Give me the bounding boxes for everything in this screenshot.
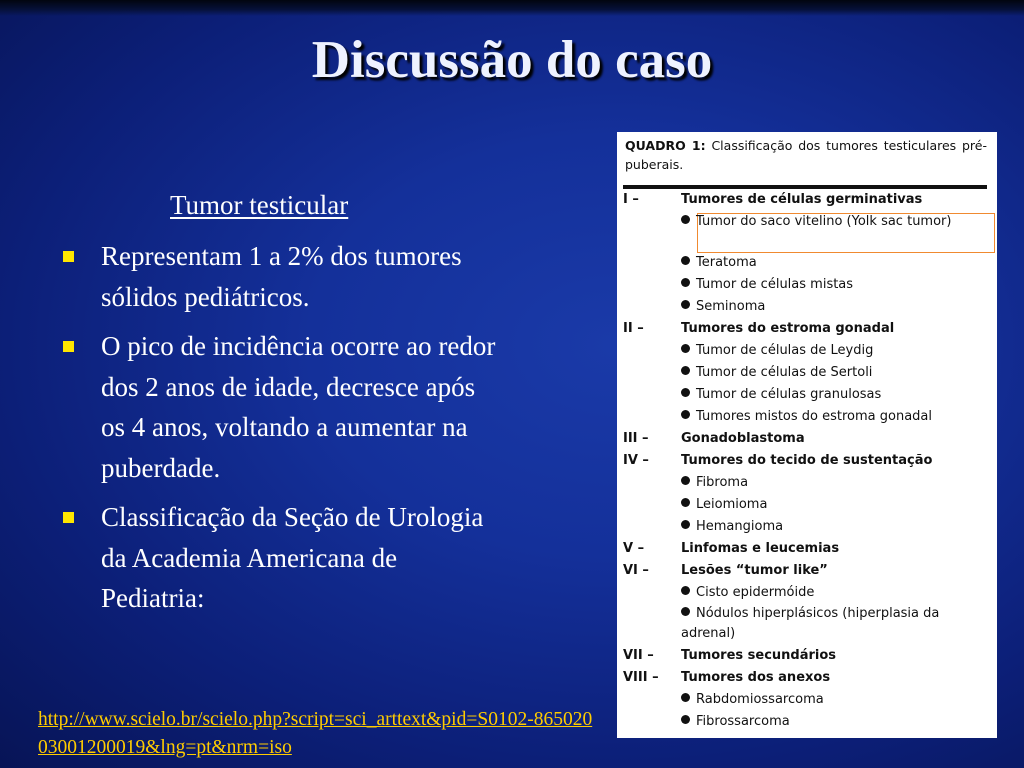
bullet-dot-icon: [681, 586, 690, 595]
bullet-dot-icon: [681, 366, 690, 375]
bullet-dot-icon: [681, 607, 690, 616]
bullet-dot-icon: [681, 344, 690, 353]
bullet-dot-icon: [681, 388, 690, 397]
bullet-item: O pico de incidência ocorre ao redor dos 2 anos de idade, decresce após os 4 anos, voltando a aumentar na puberdade.: [62, 326, 502, 488]
bullet-square-icon: [63, 251, 74, 262]
bullet-item: Representam 1 a 2% dos tumores sólidos pediátricos.: [62, 236, 502, 317]
source-link[interactable]: http://www.scielo.br/scielo.php?script=sci_arttext&pid=S0102-86502003001200019&lng=pt&nrm=iso: [38, 709, 593, 758]
bullet-dot-icon: [681, 300, 690, 309]
bullet-list: [62, 236, 502, 628]
bullet-dot-icon: [681, 520, 690, 529]
bullet-dot-icon: [681, 715, 690, 724]
bullet-item: Classificação da Seção de Urologia da Academia Americana de Pediatria:: [62, 497, 502, 619]
bullet-dot-icon: [681, 215, 690, 224]
bullet-square-icon: [63, 341, 74, 352]
slide-subtitle: Tumor testicular: [170, 190, 349, 220]
bullet-dot-icon: [681, 278, 690, 287]
bullet-dot-icon: [681, 498, 690, 507]
bullet-dot-icon: [681, 256, 690, 265]
slide-title: Discussão do caso: [311, 31, 713, 89]
bullet-dot-icon: [681, 693, 690, 702]
top-band: [0, 0, 1024, 16]
classification-table-image: QUADRO 1: Classificação dos tumores testiculares pré-puberais. I – Tumores de células germinativas Tumor do saco vitelino (Yolk sac tumor) Teratoma Tumor de células mistas Seminoma II – Tumores do estroma gonadal Tumor de células de Leydig Tumor de células de Sertoli Tumor de células granulosas Tumores mistos do estroma gonadal III – Gonadoblastoma IV – Tumores do tecido de sustentação Fibroma Leiomioma Hemangioma V – Linfomas e leucemias VI – Lesões “tumor like” Cisto epidermóide Nódulos hiperplásicos (hiperplasia da adrenal) VII – Tumores secundários VIII – Tumores dos anexos Rabdomiossarcoma Fibrossarcoma: [617, 132, 997, 738]
bullet-dot-icon: [681, 410, 690, 419]
bullet-dot-icon: [681, 476, 690, 485]
bullet-square-icon: [63, 512, 74, 523]
table-caption: QUADRO 1: Classificação dos tumores testiculares pré-puberais.: [625, 138, 988, 172]
